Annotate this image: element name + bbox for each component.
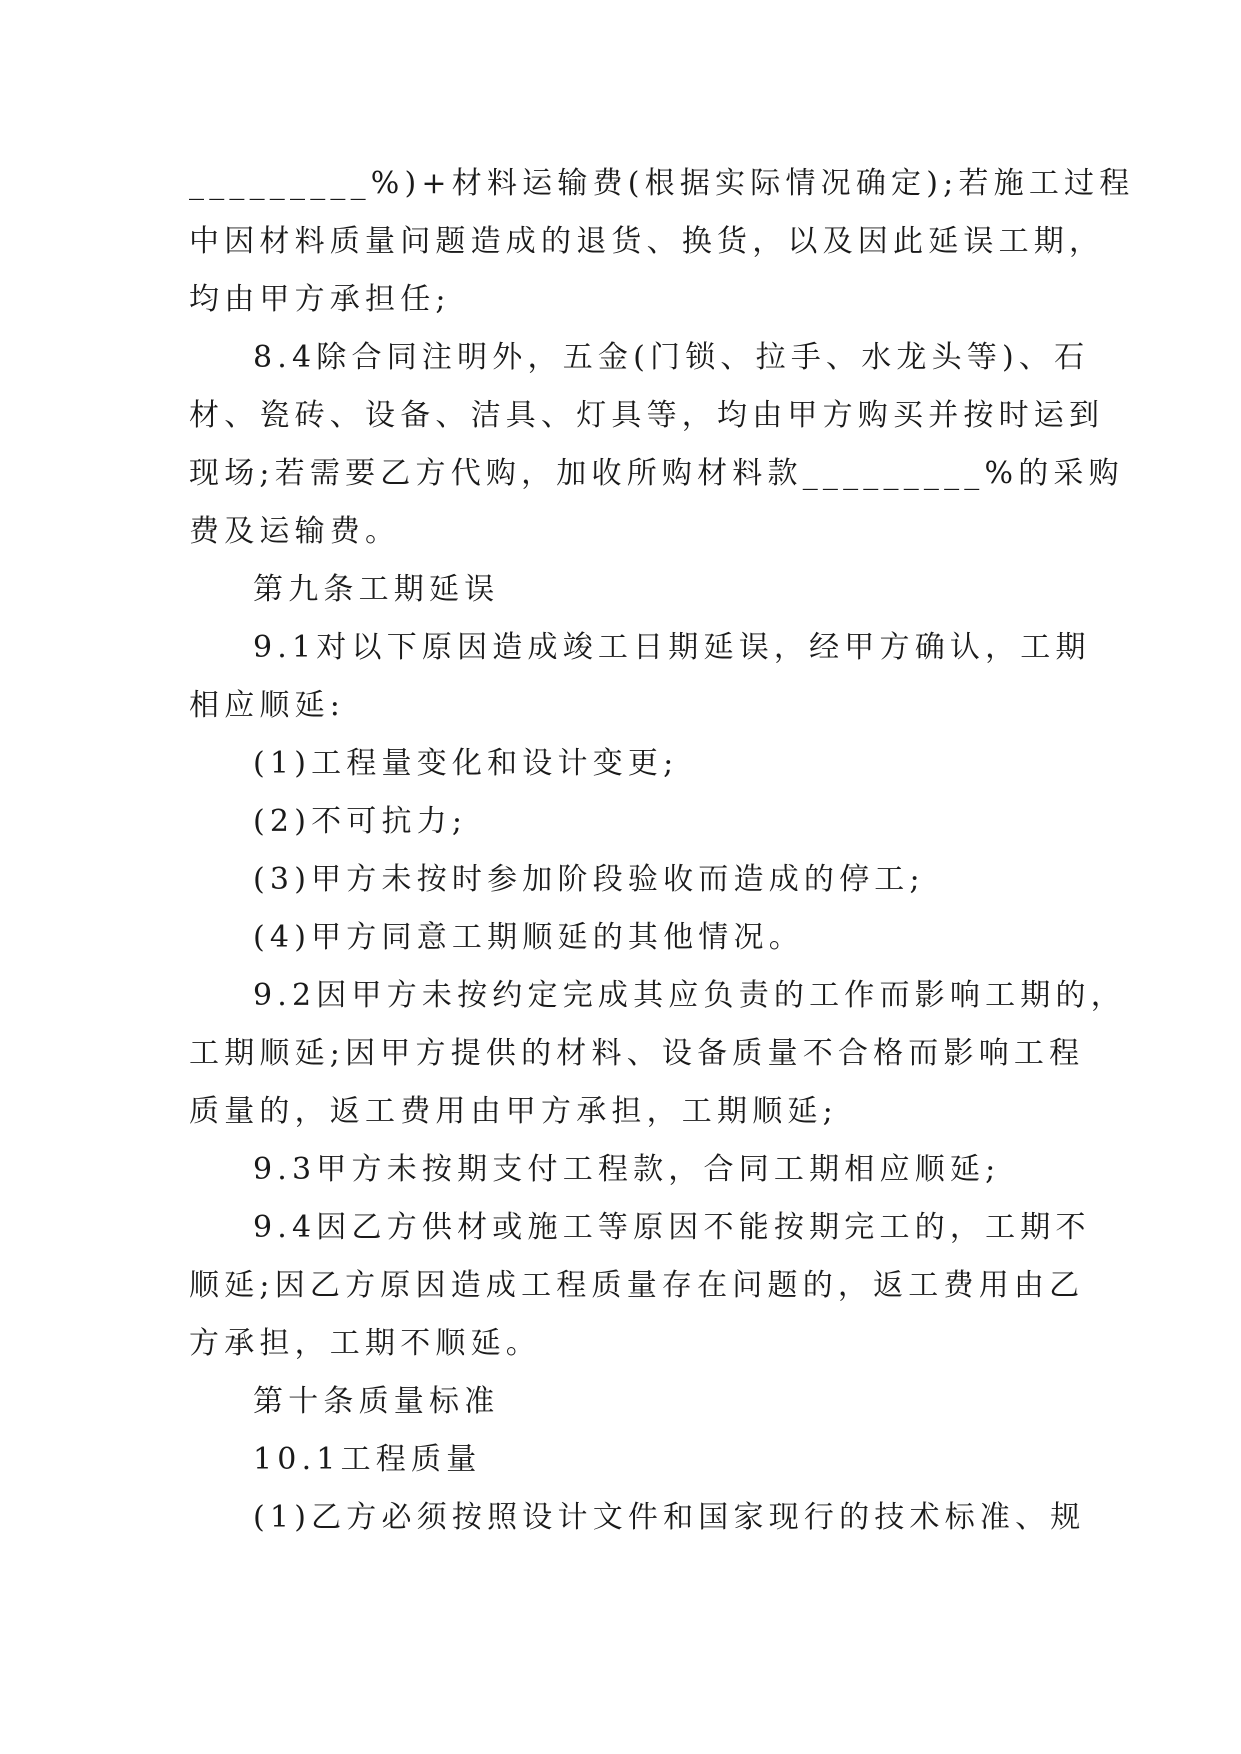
text-line: 工期顺延;因甲方提供的材料、设备质量不合格而影响工程 <box>189 1036 1085 1071</box>
text-line: 材、瓷砖、设备、洁具、灯具等，均由甲方购买并按时运到 <box>189 398 1105 433</box>
section-heading: 第十条质量标准 <box>253 1384 500 1419</box>
text-line: 方承担，工期不顺延。 <box>189 1326 541 1361</box>
list-item: (1)工程量变化和设计变更; <box>253 746 679 781</box>
text-line: 9.4因乙方供材或施工等原因不能按期完工的，工期不 <box>253 1210 1091 1245</box>
section-heading: 第九条工期延误 <box>253 572 500 607</box>
list-item: (2)不可抗力; <box>253 804 468 839</box>
list-item: (4)甲方同意工期顺延的其他情况。 <box>253 920 804 955</box>
text-line: 9.1对以下原因造成竣工日期延误，经甲方确认，工期 <box>253 630 1091 665</box>
text-line: 中因材料质量问题造成的退货、换货，以及因此延误工期， <box>189 224 1105 259</box>
text-line: 9.3甲方未按期支付工程款，合同工期相应顺延; <box>253 1152 1001 1187</box>
list-item: (3)甲方未按时参加阶段验收而造成的停工; <box>253 862 925 897</box>
text-line: 顺延;因乙方原因造成工程质量存在问题的，返工费用由乙 <box>189 1268 1085 1303</box>
subsection-heading: 10.1工程质量 <box>253 1442 482 1477</box>
text-line: _________%)+材料运输费(根据实际情况确定);若施工过程 <box>189 166 1135 201</box>
text-line: 8.4除合同注明外，五金(门锁、拉手、水龙头等)、石 <box>253 340 1090 375</box>
text-line: 9.2因甲方未按约定完成其应负责的工作而影响工期的， <box>253 978 1126 1013</box>
text-line: 质量的，返工费用由甲方承担，工期顺延; <box>189 1094 838 1129</box>
text-line: 均由甲方承担任; <box>189 282 451 317</box>
text-line: 费及运输费。 <box>189 514 401 549</box>
list-item: (1)乙方必须按照设计文件和国家现行的技术标准、规 <box>253 1500 1086 1535</box>
text-line: 相应顺延: <box>189 688 346 723</box>
text-line: 现场;若需要乙方代购，加收所购材料款_________%的采购 <box>189 456 1124 491</box>
